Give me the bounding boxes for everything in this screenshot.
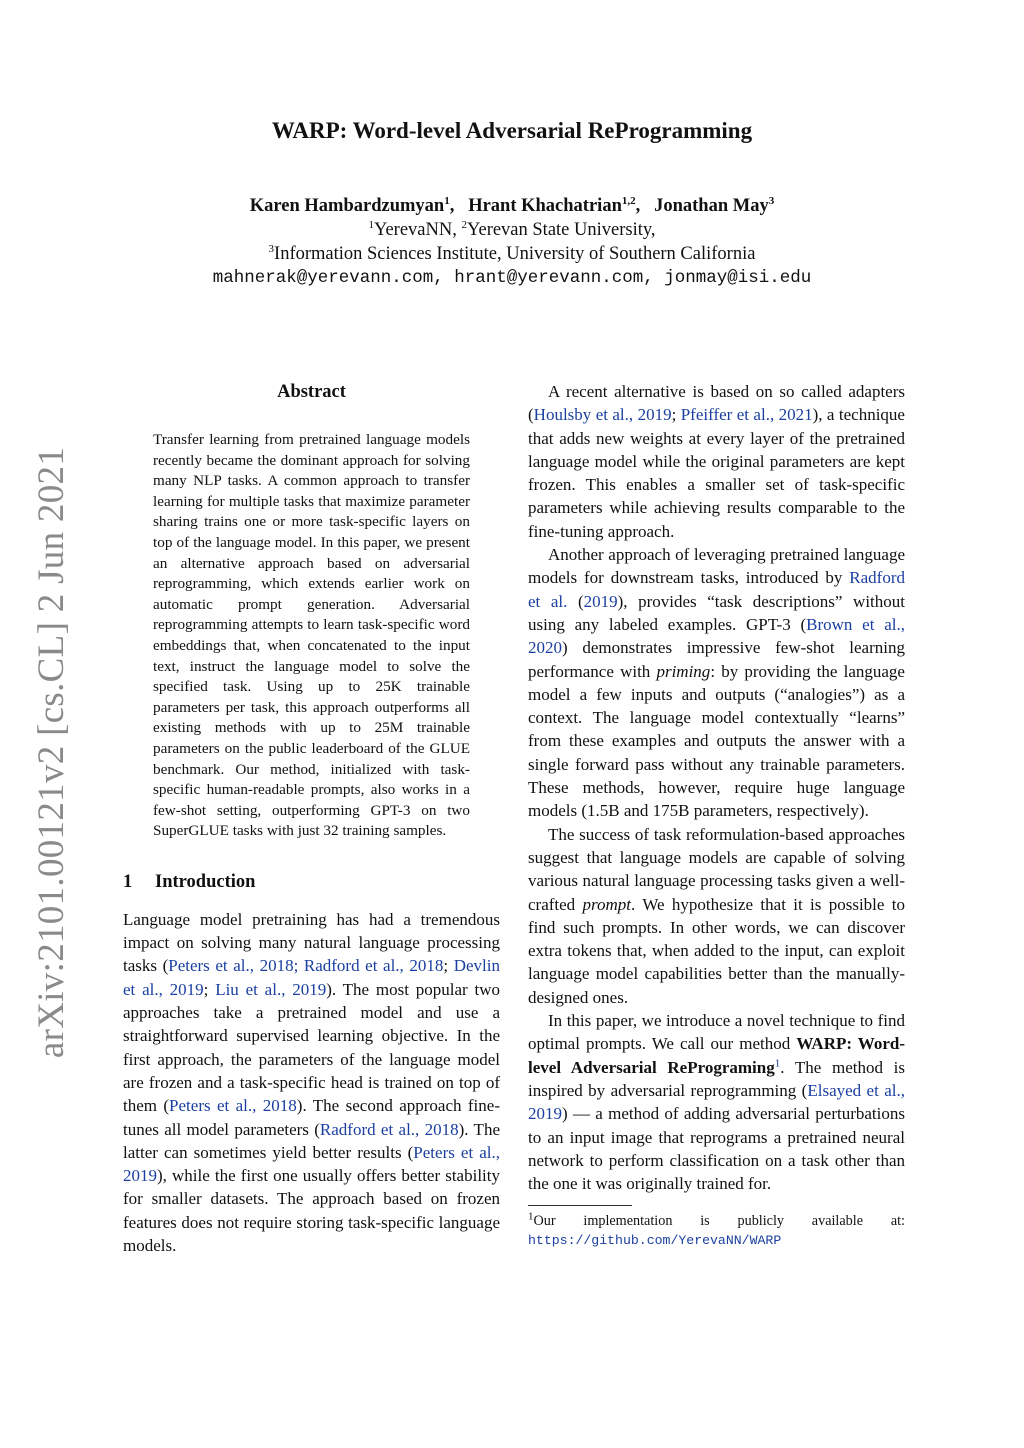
section-title: Introduction	[155, 871, 256, 892]
footnote-marker[interactable]: 1	[774, 1056, 781, 1069]
abstract-text: Transfer learning from pretrained language models recently became the dominant approach for solving many NLP tasks. A common approach to transfer learning for multiple tasks that maximize parameter sharing trains one or more task-specific layers on top of the language model. In this paper, we present an alternative approach based on adversarial reprogramming, which extends earlier work on automatic prompt generation. Adversarial reprogramming attempts to learn task-specific word embeddings that, when concatenated to the input text, instruct the language model to solve the specified task. Using up to 25K trainable parameters per task, this approach outperforms all existing methods with up to 25M trainable parameters on the public leaderboard of the GLUE benchmark. Our method, initialized with task-specific human-readable prompts, also works in a few-shot setting, outperforming GPT-3 on two SuperGLUE tasks with just 32 training samples.	[153, 431, 470, 840]
left-column	[123, 380, 500, 1257]
right-paragraph-adapters: A recent alternative is based on so called adapters (Houlsby et al., 2019; Pfeiffer et al., 2021), a technique that adds new weights at every layer of the pretrained language model while the original parameters are kept frozen. This enables a smaller set of task-specific parameters while achieving results comparable to the fine-tuning approach.	[528, 382, 905, 541]
repository-link[interactable]: https://github.com/YerevaNN/WARP	[528, 1233, 782, 1249]
emphasis: priming	[656, 661, 711, 681]
author-name: Hrant Khachatrian	[468, 196, 622, 216]
right-column	[528, 380, 905, 1250]
section-number: 1	[123, 871, 133, 892]
citation-link[interactable]: Peters et al., 2019	[123, 1142, 500, 1186]
arxiv-identifier: arXiv:2101.00121v2 [cs.CL] 2 Jun 2021	[31, 446, 73, 1058]
citation-link[interactable]: Liu et al., 2019	[215, 979, 327, 999]
abstract-heading: Abstract	[277, 382, 346, 402]
citation-link[interactable]: Peters et al., 2018	[169, 1096, 297, 1116]
citation-link[interactable]: Houlsby et al., 2019	[533, 405, 672, 425]
affil-mark: 1	[368, 218, 374, 231]
citation-link[interactable]: Pfeiffer et al., 2021	[680, 405, 813, 425]
paper-title: WARP: Word-level Adversarial ReProgramming	[271, 118, 753, 143]
emphasis: prompt	[582, 894, 632, 914]
citation-link[interactable]: Radford et al., 2018	[319, 1119, 459, 1139]
right-paragraph-prompts: The success of task reformulation-based approaches suggest that language models are capable of solving various natural language processing tasks given a well-crafted prompt. We hypothesize that it is possible to find such prompts. In other words, we can discover extra tokens that, when added to the input, can exploit language model capabilities better than the manually-designed ones.	[528, 824, 906, 1007]
affil-mark: 3	[268, 242, 275, 255]
section-heading-introduction	[123, 872, 500, 908]
affiliation-line-1	[0, 220, 1024, 241]
affiliation: Yerevan State University,	[466, 220, 656, 240]
citation-link[interactable]: Radford et al.	[528, 568, 905, 611]
footnote	[528, 1212, 905, 1250]
author-name: Jonathan May	[654, 196, 769, 216]
footnote-divider	[528, 1205, 632, 1206]
arxiv-identifier-margin	[24, 446, 79, 1058]
footnote-text: Our implementation is publicly available at:	[533, 1213, 905, 1230]
intro-paragraph-1: Language model pretraining has had a tremendous impact on solving many natural language processing tasks (Peters et al., 2018; Radford et al., 2018; Devlin et al., 2019; Liu et al., 2019). The most popular two approaches take a pretrained model and use a straightforward supervised learning objective. In the first approach, the parameters of the language model are frozen and a task-specific head is trained on top of them (Peters et al., 2018). The second approach fine-tunes all model parameters (Radford et al., 2018). The latter can sometimes yield better results (Peters et al., 2019), while the first one usually offers better stability for smaller datasets. The approach based on frozen features does not require storing task-specific language models.	[123, 909, 500, 1256]
author-list: Karen Hambardzumyan$^1$, Hrant Khachatrian$^{1,2}$, Jonathan May$^3$	[249, 194, 775, 216]
citation-link[interactable]: Peters et al., 2018; Radford et al., 2018	[168, 956, 444, 976]
affil-mark: 2	[461, 218, 467, 231]
author-affil-mark: 3	[768, 194, 775, 207]
author-affil-mark: 1,2	[621, 194, 636, 207]
citation-link[interactable]: Elsayed et al., 2019	[528, 1080, 905, 1124]
right-paragraph-warp: In this paper, we introduce a novel technique to find optimal prompts. We call our method WARP: Word-level Adversarial RePrograming$^1$. The method is inspired by adversarial reprogramming (Elsayed et al., 2019) — a method of adding adversarial perturbations to an input image that reprograms a pretrained neural network to perform classification on a task other than the one it was originally trained for.	[528, 1011, 905, 1194]
affiliation-line-2	[0, 244, 1024, 265]
citation-link[interactable]: Brown et al., 2020	[528, 614, 905, 658]
author-emails: mahnerak@yerevann.com, hrant@yerevann.com, jonmay@isi.edu	[212, 268, 812, 288]
author-affil-mark: 1	[444, 194, 450, 207]
citation-link[interactable]: Devlin et al., 2019	[123, 956, 500, 999]
footnote-number: 1	[528, 1210, 534, 1223]
right-paragraph-gpt: Another approach of leveraging pretrained language models for downstream tasks, introduced by Radford et al. (2019), provides “task descriptions” without using any labeled examples. GPT-3 (Brown et al., 2020) demonstrates impressive few-shot learning performance with priming: by providing the language model a few inputs and outputs (“analogies”) as a context. The language model contextually “learns” from these examples and outputs the answer with a single forward pass without any trainable parameters. These methods, however, require huge language models (1.5B and 175B parameters, respectively).	[528, 545, 905, 821]
affiliation: YerevaNN,	[373, 220, 462, 240]
author-name: Karen Hambardzumyan	[249, 196, 445, 216]
method-name: WARP: Word-level Adversarial RePrograming	[528, 1034, 905, 1077]
citation-link[interactable]: 2019	[583, 591, 618, 611]
affiliation: Information Sciences Institute, University of Southern California	[274, 244, 756, 264]
